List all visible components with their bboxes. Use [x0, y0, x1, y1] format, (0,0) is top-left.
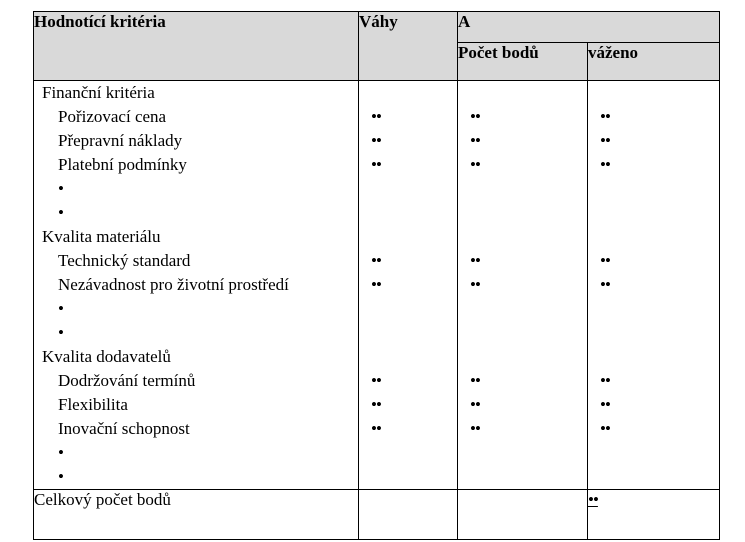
- points-column: [458, 81, 588, 490]
- header-criteria: Hodnotící kritéria: [34, 12, 359, 81]
- bullet-placeholder: •: [58, 323, 64, 342]
- criterion-payment-terms: Platební podmínky: [58, 155, 187, 174]
- value-marker: ••: [371, 155, 381, 174]
- value-marker: ••: [371, 107, 381, 126]
- value-marker: ••: [470, 395, 480, 414]
- criteria-column: [34, 81, 359, 490]
- value-marker: ••: [470, 131, 480, 150]
- value-marker: ••: [600, 395, 610, 414]
- value-marker: ••: [600, 251, 610, 270]
- weighted-column: [588, 81, 720, 490]
- header-weighted: váženo: [588, 43, 720, 81]
- criterion-technical-standard: Technický standard: [58, 251, 191, 270]
- value-marker: ••: [371, 395, 381, 414]
- value-marker: ••: [470, 275, 480, 294]
- value-marker: ••: [371, 251, 381, 270]
- group-title-suppliers: Kvalita dodavatelů: [42, 347, 171, 366]
- header-group-a: A: [458, 12, 720, 43]
- value-marker: ••: [470, 251, 480, 270]
- evaluation-table: [33, 11, 720, 540]
- criterion-transport-costs: Přepravní náklady: [58, 131, 183, 150]
- criterion-deadlines: Dodržování termínů: [58, 371, 196, 390]
- value-marker: ••: [371, 275, 381, 294]
- bullet-placeholder: •: [58, 179, 64, 198]
- criterion-environmental-safety: Nezávadnost pro životní prostředí: [58, 275, 289, 294]
- value-marker: ••: [600, 275, 610, 294]
- value-marker: ••: [600, 107, 610, 126]
- value-marker: ••: [600, 419, 610, 438]
- bullet-placeholder: •: [58, 467, 64, 486]
- value-marker: ••: [470, 419, 480, 438]
- value-marker: ••: [470, 155, 480, 174]
- group-title-material: Kvalita materiálu: [42, 227, 161, 246]
- total-weights-cell: [359, 490, 458, 540]
- criterion-innovation: Inovační schopnost: [58, 419, 190, 438]
- total-points-cell: [458, 490, 588, 540]
- value-marker: ••: [470, 371, 480, 390]
- value-marker: ••: [371, 131, 381, 150]
- value-marker: ••: [600, 371, 610, 390]
- header-weights: Váhy: [359, 12, 458, 81]
- value-marker: ••: [371, 419, 381, 438]
- value-marker: ••: [470, 107, 480, 126]
- bullet-placeholder: •: [58, 443, 64, 462]
- weights-column: [359, 81, 458, 490]
- bullet-placeholder: •: [58, 203, 64, 222]
- total-weighted-value: ••: [588, 490, 598, 509]
- header-points: Počet bodů: [458, 43, 588, 81]
- value-marker: ••: [371, 371, 381, 390]
- value-marker: ••: [600, 155, 610, 174]
- group-title-financial: Finanční kritéria: [42, 83, 155, 102]
- total-label: Celkový počet bodů: [34, 490, 359, 540]
- total-weighted-cell: [588, 490, 720, 540]
- value-marker: ••: [600, 131, 610, 150]
- criterion-purchase-price: Pořizovací cena: [58, 107, 167, 126]
- bullet-placeholder: •: [58, 299, 64, 318]
- criterion-flexibility: Flexibilita: [58, 395, 128, 414]
